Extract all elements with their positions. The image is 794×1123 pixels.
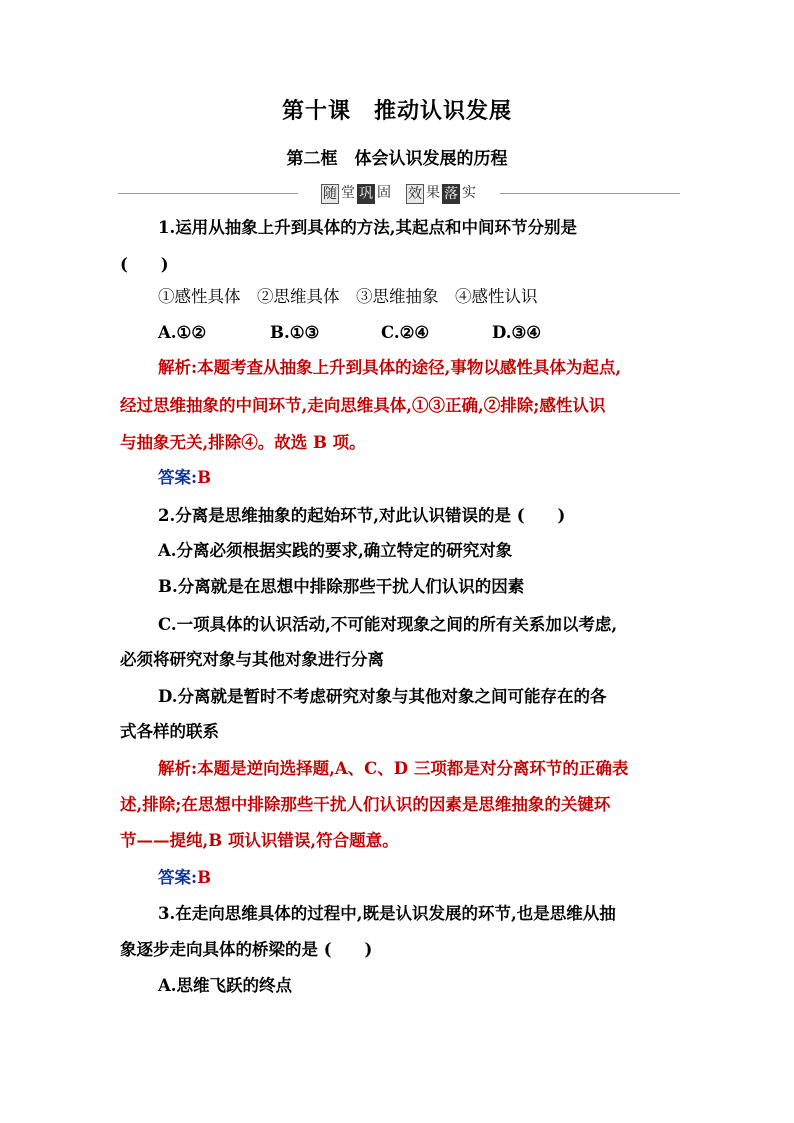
banner-char: 实 (462, 185, 476, 201)
q2-analysis-line3: 节——提纯,B 项认识错误,符合题意。 (120, 831, 399, 850)
banner-left-group (321, 184, 392, 204)
q1-option-a: A.①② (158, 323, 207, 342)
q2-option-d-line1: D.分离就是暂时不考虑研究对象与其他对象之间可能存在的各 (158, 687, 607, 706)
q1-analysis-line3: 与抽象无关,排除④。故选 B 项。 (120, 433, 366, 452)
q1-items: ①感性具体 ②思维具体 ③思维抽象 ④感性认识 (158, 287, 538, 306)
q1-analysis-line1 (158, 357, 621, 379)
q1-analysis-line2: 经过思维抽象的中间环节,走向思维具体,①③正确,②排除;感性认识 (120, 396, 606, 415)
q2-stem: 2.分离是思维抽象的起始环节,对此认识错误的是 ( ) (158, 506, 566, 525)
q3-option-a: A.思维飞跃的终点 (158, 976, 293, 995)
banner-right-group (406, 184, 477, 204)
banner-char: 堂 (341, 185, 355, 201)
answer-value: B (197, 468, 212, 487)
q2-option-c-line1: C.一项具体的认识活动,不可能对现象之间的所有关系加以考虑, (158, 615, 618, 634)
analysis-label: 解析: (158, 358, 198, 377)
q1-stem-line2: ( ) (120, 255, 169, 274)
q2-option-d-line2: 式各样的联系 (120, 722, 219, 741)
banner-char: 落 (444, 186, 458, 202)
q1-option-d: D.③④ (492, 323, 542, 342)
q2-option-c-line2: 必须将研究对象与其他对象进行分离 (120, 650, 384, 669)
q3-stem-line1: 3.在走向思维具体的过程中,既是认识发展的环节,也是思维从抽 (158, 904, 616, 923)
q2-answer (158, 867, 211, 889)
q1-answer (158, 467, 211, 489)
q2-option-b: B.分离就是在思想中排除那些干扰人们认识的因素 (158, 577, 525, 596)
banner-char: 果 (426, 185, 440, 201)
lesson-title: 第十课 推动认识发展 (281, 98, 512, 124)
q2-analysis-line1 (158, 758, 628, 780)
analysis-label: 解析: (158, 759, 198, 778)
answer-value: B (197, 868, 212, 887)
banner-char: 效 (408, 186, 422, 202)
banner-char: 固 (377, 185, 391, 201)
banner-label (304, 183, 494, 205)
banner-char: 巩 (359, 186, 373, 202)
answer-label: 答案: (158, 468, 198, 487)
banner-divider-right (500, 193, 680, 194)
q2-analysis-line2: 述,排除;在思想中排除那些干扰人们认识的因素是思维抽象的关键环 (120, 795, 611, 814)
banner-char: 随 (323, 186, 337, 202)
practice-banner (118, 183, 680, 205)
q2-option-a: A.分离必须根据实践的要求,确立特定的研究对象 (158, 541, 513, 560)
answer-label: 答案: (158, 868, 198, 887)
q1-option-b: B.①③ (270, 323, 320, 342)
banner-divider-left (118, 193, 298, 194)
q1-stem-line1: 1.运用从抽象上升到具体的方法,其起点和中间环节分别是 (158, 218, 577, 237)
q1-option-c: C.②④ (381, 323, 430, 342)
analysis-text: 本题考查从抽象上升到具体的途径,事物以感性具体为起点, (197, 358, 622, 377)
section-subtitle: 第二框 体会认识发展的历程 (286, 149, 508, 169)
q3-stem-line2: 象逐步走向具体的桥梁的是 ( ) (120, 940, 373, 959)
analysis-text: 本题是逆向选择题,A、C、D 三项都是对分离环节的正确表 (197, 759, 629, 778)
